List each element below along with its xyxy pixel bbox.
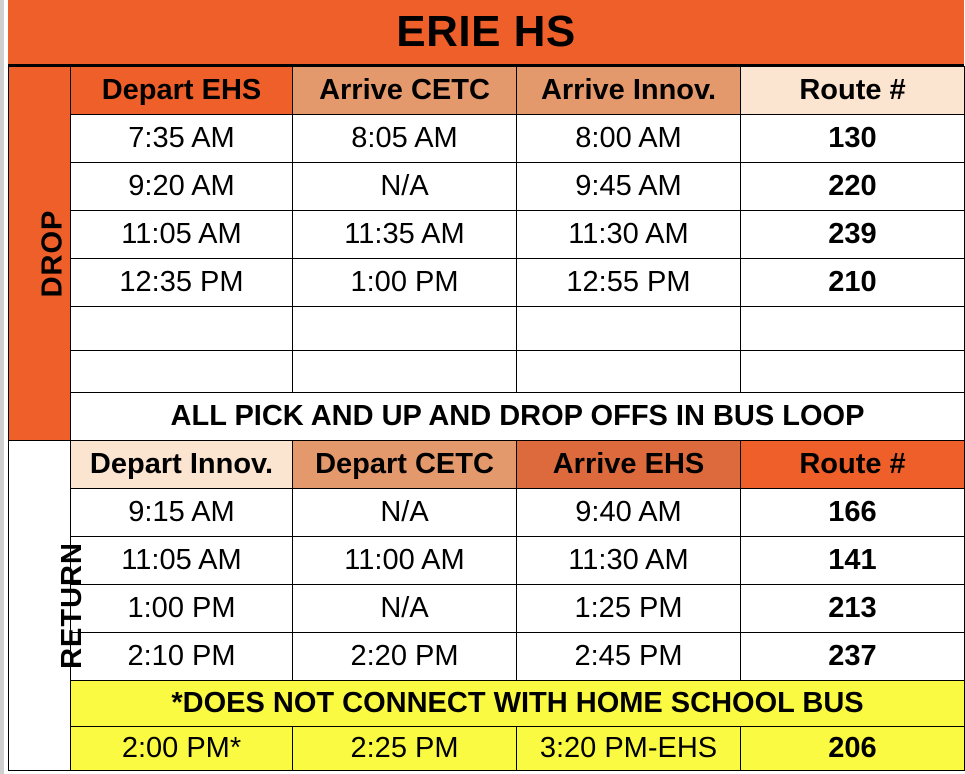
table-cell: 3:20 PM-EHS [517,727,741,771]
table-cell: 1:00 PM [293,259,517,307]
route-number: 206 [741,727,965,771]
table-cell: 1:25 PM [517,585,741,633]
table-cell: 11:05 AM [71,537,293,585]
table-cell: 12:55 PM [517,259,741,307]
table-cell [293,351,517,393]
drop-header-cell: Depart EHS [71,67,293,115]
table-cell [71,307,293,351]
table-cell: 12:35 PM [71,259,293,307]
return-header-cell: Depart CETC [293,441,517,489]
table-cell: 2:25 PM [293,727,517,771]
table-cell [293,307,517,351]
bus-loop-notice: ALL PICK AND UP AND DROP OFFS IN BUS LOOP [71,393,965,441]
route-number: 141 [741,537,965,585]
table-cell: N/A [293,585,517,633]
table-cell: 11:35 AM [293,211,517,259]
table-row [9,489,965,537]
drop-section-label: DROP [9,67,71,441]
page-title: ERIE HS [8,0,964,66]
return-header-cell: Arrive EHS [517,441,741,489]
route-number: 213 [741,585,965,633]
route-number: 237 [741,633,965,681]
table-cell: 7:35 AM [71,115,293,163]
table-row [9,537,965,585]
table-cell: 1:00 PM [71,585,293,633]
route-number: 166 [741,489,965,537]
drop-header-row [9,67,965,115]
route-number: 130 [741,115,965,163]
table-cell [741,351,965,393]
route-number: 220 [741,163,965,211]
return-header-cell: Depart Innov. [71,441,293,489]
return-header-cell: Route # [741,441,965,489]
table-cell: 11:05 AM [71,211,293,259]
drop-header-cell: Arrive Innov. [517,67,741,115]
table-cell: 8:00 AM [517,115,741,163]
drop-header-cell: Arrive CETC [293,67,517,115]
table-cell: 8:05 AM [293,115,517,163]
table-row [9,585,965,633]
route-number: 239 [741,211,965,259]
table-cell [741,307,965,351]
table-cell [517,351,741,393]
table-cell [71,351,293,393]
home-school-bus-notice: *DOES NOT CONNECT WITH HOME SCHOOL BUS [71,681,965,727]
table-cell: 2:10 PM [71,633,293,681]
table-row [9,633,965,681]
schedule-table [8,66,965,771]
table-cell: 2:20 PM [293,633,517,681]
table-row [9,211,965,259]
table-cell: 11:30 AM [517,211,741,259]
return-notice-row [9,681,965,727]
table-cell: 9:20 AM [71,163,293,211]
table-cell: 2:00 PM* [71,727,293,771]
return-header-row [9,441,965,489]
route-number: 210 [741,259,965,307]
table-cell: 2:45 PM [517,633,741,681]
table-row-empty [9,307,965,351]
table-row-empty [9,351,965,393]
drop-notice-row [9,393,965,441]
table-row [9,115,965,163]
return-section-label: RETURN [9,441,71,771]
table-cell: 11:00 AM [293,537,517,585]
table-cell: 9:45 AM [517,163,741,211]
table-cell [517,307,741,351]
table-cell: 9:15 AM [71,489,293,537]
table-cell: 11:30 AM [517,537,741,585]
table-cell: N/A [293,489,517,537]
table-row [9,163,965,211]
table-cell: 9:40 AM [517,489,741,537]
table-cell: N/A [293,163,517,211]
table-row-special [9,727,965,771]
drop-header-cell: Route # [741,67,965,115]
table-row [9,259,965,307]
